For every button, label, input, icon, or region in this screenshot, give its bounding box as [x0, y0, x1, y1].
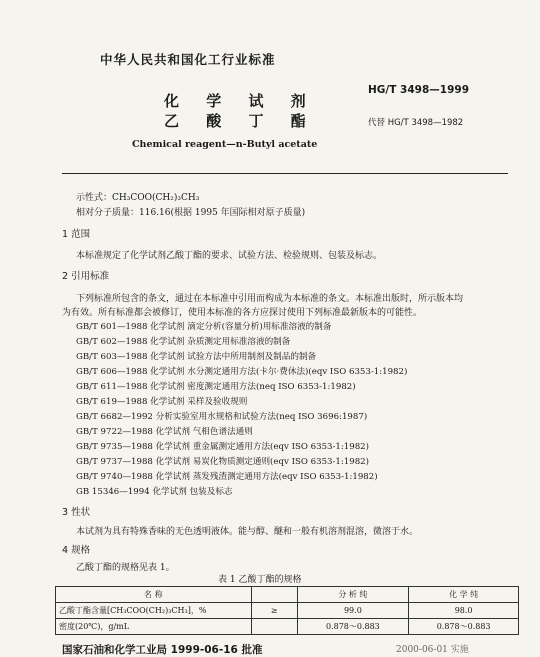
structural-formula: 示性式：CH₃COO(CH₂)₃CH₃ [76, 193, 200, 203]
table-row [56, 603, 519, 619]
section-4-title: 4 规格 [62, 545, 91, 556]
reference-item: GB/T 9737—1988 化学试剂 易炭化物质测定通则(eqv ISO 6353-1:1982) [76, 457, 370, 467]
spec-table [55, 586, 519, 635]
table-cell: 0.878～0.883 [297, 619, 409, 635]
table-cell [251, 619, 297, 635]
table-caption: 表 1 乙酸丁酯的规格 [218, 575, 302, 585]
header-divider [62, 173, 508, 174]
table-row [56, 619, 519, 635]
table-header-cell: 分 析 纯 [297, 587, 409, 603]
section-2-title: 2 引用标准 [62, 271, 110, 282]
implementation-date: 2000-06-01 实施 [396, 645, 469, 655]
table-header-cell [251, 587, 297, 603]
table-header-cell: 名 称 [56, 587, 252, 603]
approval-line: 国家石油和化学工业局 1999-06-16 批准 [62, 644, 263, 656]
reference-item: GB 15346—1994 化学试剂 包装及标志 [76, 487, 233, 497]
table-cell: 0.878～0.883 [409, 619, 519, 635]
reference-item: GB/T 603—1988 化学试剂 试验方法中所用制剂及制品的制备 [76, 352, 317, 362]
section-1-title: 1 范围 [62, 229, 91, 240]
replaces-standard: 代替 HG/T 3498—1982 [368, 118, 464, 128]
standard-number: HG/T 3498—1999 [368, 84, 470, 96]
reference-item: GB/T 9740—1988 化学试剂 蒸发残渣测定通用方法(eqv ISO 6353-1:1982) [76, 472, 378, 482]
section-1-text: 本标准规定了化学试剂乙酸丁酯的要求、试验方法、检验规则、包装及标志。 [76, 251, 383, 261]
reference-item: GB/T 601—1988 化学试剂 滴定分析(容量分析)用标准溶液的制备 [76, 322, 332, 332]
english-title: Chemical reagent—n-Butyl acetate [132, 139, 318, 150]
title-line-2: 乙 酸 丁 酯 [164, 112, 317, 130]
table-header-cell: 化 学 纯 [409, 587, 519, 603]
table-cell: 密度(20℃)，g/mL [56, 619, 252, 635]
section-2-para-line2: 为有效。所有标准都会被修订，使用本标准的各方应探讨使用下列标准最新版本的可能性。 [62, 308, 423, 318]
section-2-para-line1: 下列标准所包含的条文，通过在本标准中引用而构成为本标准的条文。本标准出版时，所示版本均 [76, 294, 464, 304]
reference-item: GB/T 602—1988 化学试剂 杂质测定用标准溶液的制备 [76, 337, 291, 347]
table-cell: 乙酸丁酯含量[CH₃COO(CH₂)₃CH₃]，% [56, 603, 252, 619]
table-cell: ≥ [251, 603, 297, 619]
reference-item: GB/T 9735—1988 化学试剂 重金属测定通用方法(eqv ISO 6353-1:1982) [76, 442, 370, 452]
molecular-mass: 相对分子质量：116.16(根据 1995 年国际相对原子质量) [76, 208, 306, 218]
title-line-1: 化 学 试 剂 [164, 92, 317, 110]
reference-item: GB/T 6682—1992 分析实验室用水规格和试验方法(neq ISO 3696:1987) [76, 412, 368, 422]
issuing-body: 中华人民共和国化工行业标准 [100, 52, 276, 67]
reference-item: GB/T 619—1988 化学试剂 采样及验收规则 [76, 397, 248, 407]
section-3-text: 本试剂为具有特殊香味的无色透明液体。能与醇、醚和一般有机溶剂混溶，微溶于水。 [76, 527, 419, 537]
reference-item: GB/T 611—1988 化学试剂 密度测定通用方法(neq ISO 6353-1:1982) [76, 382, 356, 392]
table-cell: 99.0 [297, 603, 409, 619]
table-cell: 98.0 [409, 603, 519, 619]
section-4-text: 乙酸丁酯的规格见表 1。 [76, 563, 175, 573]
reference-item: GB/T 606—1988 化学试剂 水分测定通用方法(卡尔·费休法)(eqv ISO 6353-1:1982) [76, 367, 408, 377]
section-3-title: 3 性状 [62, 507, 91, 518]
table-header-row [56, 587, 519, 603]
reference-item: GB/T 9722—1988 化学试剂 气相色谱法通则 [76, 427, 253, 437]
